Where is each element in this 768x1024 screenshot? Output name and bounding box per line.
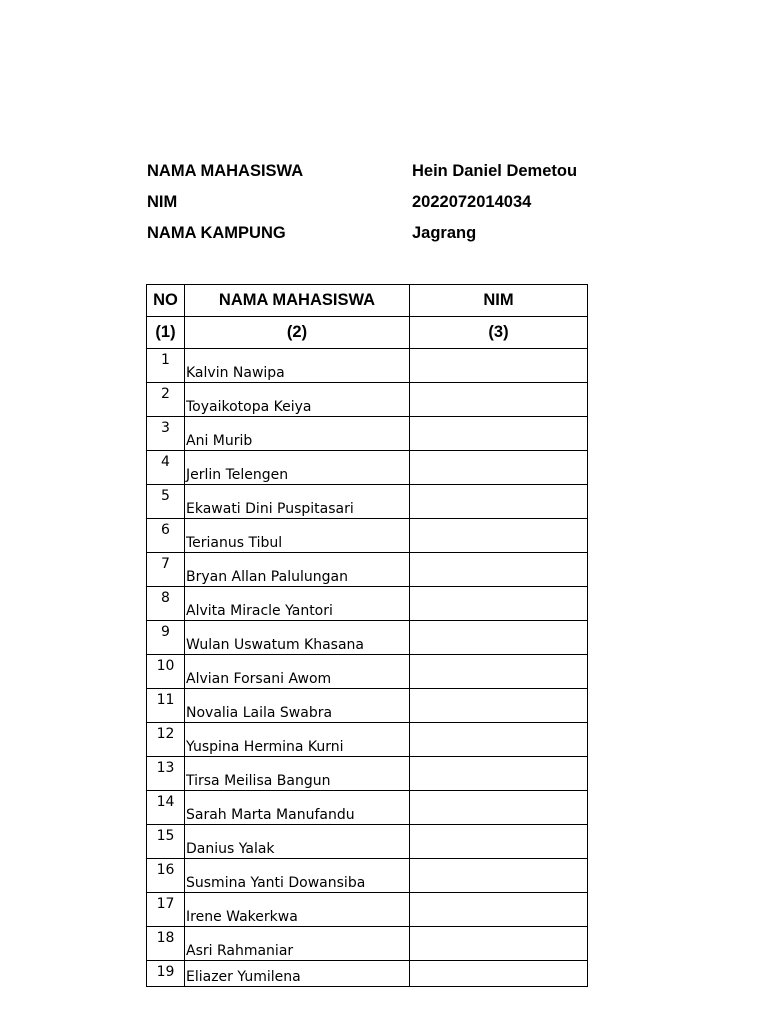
student-nim-cell [410,451,588,485]
table-row [147,859,588,893]
subheader-nim: (3) [410,317,588,349]
student-name: Wulan Uswatum Khasana [185,621,410,655]
student-nim-cell [410,655,588,689]
row-number: 18 [147,927,185,961]
student-nim-cell [410,757,588,791]
row-number: 11 [147,689,185,723]
info-value: Jagrang [412,224,477,242]
row-number: 12 [147,723,185,757]
row-number: 1 [147,349,185,383]
row-number: 4 [147,451,185,485]
info-value: 2022072014034 [412,193,532,211]
table-row [147,961,588,987]
table-body [147,349,588,987]
student-name: Alvita Miracle Yantori [185,587,410,621]
student-nim-cell [410,791,588,825]
student-info [147,158,607,251]
student-nim-cell [410,553,588,587]
table-row [147,757,588,791]
info-value: Hein Daniel Demetou [412,162,578,180]
row-number: 17 [147,893,185,927]
student-table [146,284,588,987]
student-nim-cell [410,859,588,893]
subheader-no: (1) [147,317,185,349]
table-header-row [147,285,588,317]
table-row [147,553,588,587]
table-row [147,723,588,757]
student-name: Ani Murib [185,417,410,451]
student-name: Toyaikotopa Keiya [185,383,410,417]
table-row [147,791,588,825]
info-label: NIM [147,193,178,211]
student-nim-cell [410,689,588,723]
table-row [147,485,588,519]
row-number: 10 [147,655,185,689]
student-nim-cell [410,485,588,519]
header-nim: NIM [410,285,588,317]
header-name: NAMA MAHASISWA [185,285,410,317]
table-row [147,451,588,485]
student-name: Kalvin Nawipa [185,349,410,383]
table-row [147,927,588,961]
row-number: 14 [147,791,185,825]
student-nim-cell [410,723,588,757]
table-row [147,655,588,689]
student-name: Terianus Tibul [185,519,410,553]
row-number: 3 [147,417,185,451]
row-number: 19 [147,961,185,987]
info-label: NAMA MAHASISWA [147,162,304,180]
table-row [147,349,588,383]
student-name: Sarah Marta Manufandu [185,791,410,825]
table-row [147,689,588,723]
table-row [147,519,588,553]
table-row [147,621,588,655]
row-number: 8 [147,587,185,621]
student-name: Tirsa Meilisa Bangun [185,757,410,791]
student-nim-cell [410,825,588,859]
table-row [147,417,588,451]
student-nim-cell [410,519,588,553]
student-nim-cell [410,587,588,621]
student-nim-cell [410,927,588,961]
header-no: NO [147,285,185,317]
student-name: Alvian Forsani Awom [185,655,410,689]
table-row [147,825,588,859]
table-row [147,893,588,927]
student-nim-cell [410,349,588,383]
student-name: Eliazer Yumilena [185,961,410,987]
student-nim-cell [410,383,588,417]
student-name: Jerlin Telengen [185,451,410,485]
row-number: 13 [147,757,185,791]
table-subheader-row [147,317,588,349]
student-name: Danius Yalak [185,825,410,859]
student-nim-cell [410,893,588,927]
info-row-nama [147,158,607,189]
student-name: Novalia Laila Swabra [185,689,410,723]
row-number: 9 [147,621,185,655]
student-name: Ekawati Dini Puspitasari [185,485,410,519]
table-row [147,383,588,417]
row-number: 16 [147,859,185,893]
row-number: 5 [147,485,185,519]
row-number: 7 [147,553,185,587]
student-name: Yuspina Hermina Kurni [185,723,410,757]
student-nim-cell [410,621,588,655]
student-name: Bryan Allan Palulungan [185,553,410,587]
student-nim-cell [410,961,588,987]
subheader-name: (2) [185,317,410,349]
student-name: Asri Rahmaniar [185,927,410,961]
info-row-kampung [147,220,607,251]
student-name: Susmina Yanti Dowansiba [185,859,410,893]
student-nim-cell [410,417,588,451]
student-name: Irene Wakerkwa [185,893,410,927]
row-number: 15 [147,825,185,859]
row-number: 2 [147,383,185,417]
row-number: 6 [147,519,185,553]
table-row [147,587,588,621]
info-label: NAMA KAMPUNG [147,224,286,242]
info-row-nim [147,189,607,220]
